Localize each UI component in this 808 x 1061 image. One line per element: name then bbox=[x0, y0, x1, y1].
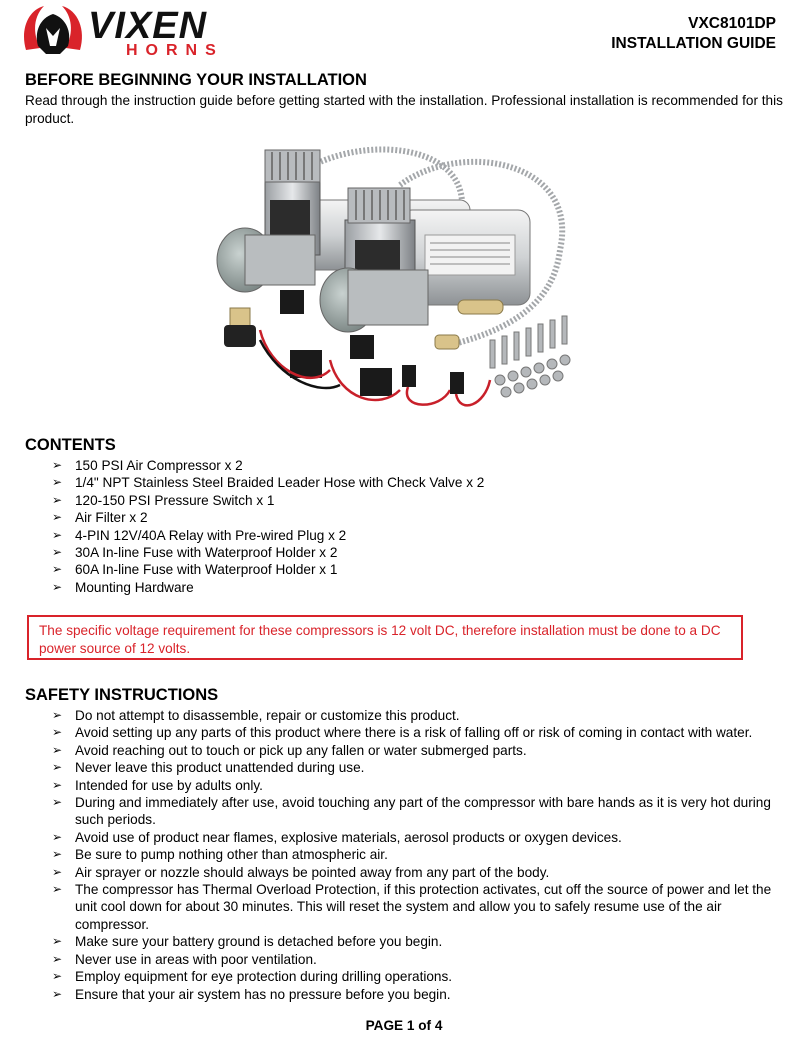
list-item-text: Air Filter x 2 bbox=[75, 510, 148, 526]
list-item-text: 4-PIN 12V/40A Relay with Pre-wired Plug x 2 bbox=[75, 527, 347, 543]
list-item-text: Employ equipment for eye protection during drilling operations. bbox=[75, 969, 453, 985]
list-item bbox=[52, 951, 777, 968]
list-item-text: 1/4" NPT Stainless Steel Braided Leader Hose with Check Valve x 2 bbox=[75, 475, 485, 491]
list-item-text: Intended for use by adults only. bbox=[75, 777, 263, 793]
list-item-text: Avoid use of product near flames, explosive materials, aerosol products or oxygen devices. bbox=[75, 829, 622, 845]
arrow-bullet-icon: ➢ bbox=[52, 986, 63, 1001]
list-item bbox=[52, 986, 777, 1003]
list-item-text: Air sprayer or nozzle should always be pointed away from any part of the body. bbox=[75, 864, 550, 880]
arrow-bullet-icon: ➢ bbox=[52, 864, 63, 879]
list-item-text: 30A In-line Fuse with Waterproof Holder x 2 bbox=[75, 545, 338, 561]
doc-type: INSTALLATION GUIDE bbox=[611, 35, 776, 52]
list-item bbox=[52, 794, 777, 829]
arrow-bullet-icon: ➢ bbox=[52, 951, 63, 966]
voltage-warning-box bbox=[27, 615, 743, 660]
product-photo bbox=[210, 140, 600, 415]
list-item bbox=[52, 829, 777, 846]
arrow-bullet-icon: ➢ bbox=[52, 777, 63, 792]
list-item-text: During and immediately after use, avoid touching any part of the compressor with bare hands as it is very hot during such periods. bbox=[75, 795, 771, 828]
list-item bbox=[52, 759, 777, 776]
intro-text: Read through the instruction guide before getting started with the installation. Professional installation is recommended for this product. bbox=[25, 93, 783, 126]
arrow-bullet-icon: ➢ bbox=[52, 545, 63, 560]
horns-emblem-icon bbox=[24, 6, 82, 54]
list-item bbox=[52, 846, 777, 863]
list-item-text: 60A In-line Fuse with Waterproof Holder x 1 bbox=[75, 562, 338, 578]
list-item-text: 120-150 PSI Pressure Switch x 1 bbox=[75, 492, 275, 508]
intro-heading: BEFORE BEGINNING YOUR INSTALLATION bbox=[25, 71, 367, 89]
contents-heading: CONTENTS bbox=[25, 436, 116, 454]
arrow-bullet-icon: ➢ bbox=[52, 847, 63, 862]
list-item bbox=[52, 527, 484, 544]
list-item-text: Do not attempt to disassemble, repair or customize this product. bbox=[75, 708, 460, 723]
logo-wordmark: VIXEN bbox=[88, 5, 208, 47]
list-item-text: Make sure your battery ground is detached before you begin. bbox=[75, 934, 443, 950]
list-item-text: The compressor has Thermal Overload Protection, if this protection activates, cut off the source of power and let the unit cool down for about 30 minutes. This will reset the system and allow you to safely resume use of the air compressor. bbox=[75, 882, 772, 932]
list-item bbox=[52, 742, 777, 759]
list-item bbox=[52, 864, 777, 881]
safety-heading: SAFETY INSTRUCTIONS bbox=[25, 686, 219, 704]
arrow-bullet-icon: ➢ bbox=[52, 579, 63, 594]
list-item bbox=[52, 968, 777, 985]
list-item bbox=[52, 707, 777, 724]
model-number: VXC8101DP bbox=[688, 15, 776, 32]
list-item bbox=[52, 777, 777, 794]
list-item-text: 150 PSI Air Compressor x 2 bbox=[75, 458, 243, 473]
arrow-bullet-icon: ➢ bbox=[52, 969, 63, 984]
list-item-text: Never use in areas with poor ventilation. bbox=[75, 951, 317, 967]
arrow-bullet-icon: ➢ bbox=[52, 708, 63, 722]
voltage-warning-text: The specific voltage requirement for these compressors is 12 volt DC, therefore installation must be done to a DC power source of 12 volts. bbox=[39, 623, 721, 656]
page-number: PAGE 1 of 4 bbox=[365, 1018, 443, 1033]
safety-list bbox=[52, 707, 777, 1003]
arrow-bullet-icon: ➢ bbox=[52, 882, 63, 897]
arrow-bullet-icon: ➢ bbox=[52, 742, 63, 757]
logo-subtitle: HORNS bbox=[126, 42, 224, 58]
list-item bbox=[52, 724, 777, 741]
contents-list bbox=[52, 457, 484, 596]
arrow-bullet-icon: ➢ bbox=[52, 492, 63, 507]
arrow-bullet-icon: ➢ bbox=[52, 760, 63, 775]
list-item-text: Mounting Hardware bbox=[75, 579, 194, 595]
list-item bbox=[52, 881, 777, 933]
arrow-bullet-icon: ➢ bbox=[52, 458, 63, 472]
list-item-text: Never leave this product unattended during use. bbox=[75, 760, 365, 776]
arrow-bullet-icon: ➢ bbox=[52, 562, 63, 577]
list-item-text: Avoid setting up any parts of this product where there is a risk of falling off or risk of coming in contact with water. bbox=[75, 725, 753, 741]
list-item bbox=[52, 474, 484, 491]
list-item bbox=[52, 544, 484, 561]
arrow-bullet-icon: ➢ bbox=[52, 475, 63, 490]
list-item-text: Ensure that your air system has no pressure before you begin. bbox=[75, 986, 451, 1002]
vixen-horns-logo bbox=[22, 2, 242, 58]
list-item bbox=[52, 579, 484, 596]
list-item bbox=[52, 457, 484, 474]
list-item bbox=[52, 561, 484, 578]
list-item-text: Be sure to pump nothing other than atmospheric air. bbox=[75, 847, 388, 863]
arrow-bullet-icon: ➢ bbox=[52, 510, 63, 525]
list-item-text: Avoid reaching out to touch or pick up any fallen or water submerged parts. bbox=[75, 742, 527, 758]
list-item bbox=[52, 509, 484, 526]
arrow-bullet-icon: ➢ bbox=[52, 725, 63, 740]
arrow-bullet-icon: ➢ bbox=[52, 829, 63, 844]
arrow-bullet-icon: ➢ bbox=[52, 934, 63, 949]
list-item bbox=[52, 933, 777, 950]
arrow-bullet-icon: ➢ bbox=[52, 527, 63, 542]
arrow-bullet-icon: ➢ bbox=[52, 795, 63, 810]
document-header bbox=[611, 14, 776, 54]
list-item bbox=[52, 492, 484, 509]
